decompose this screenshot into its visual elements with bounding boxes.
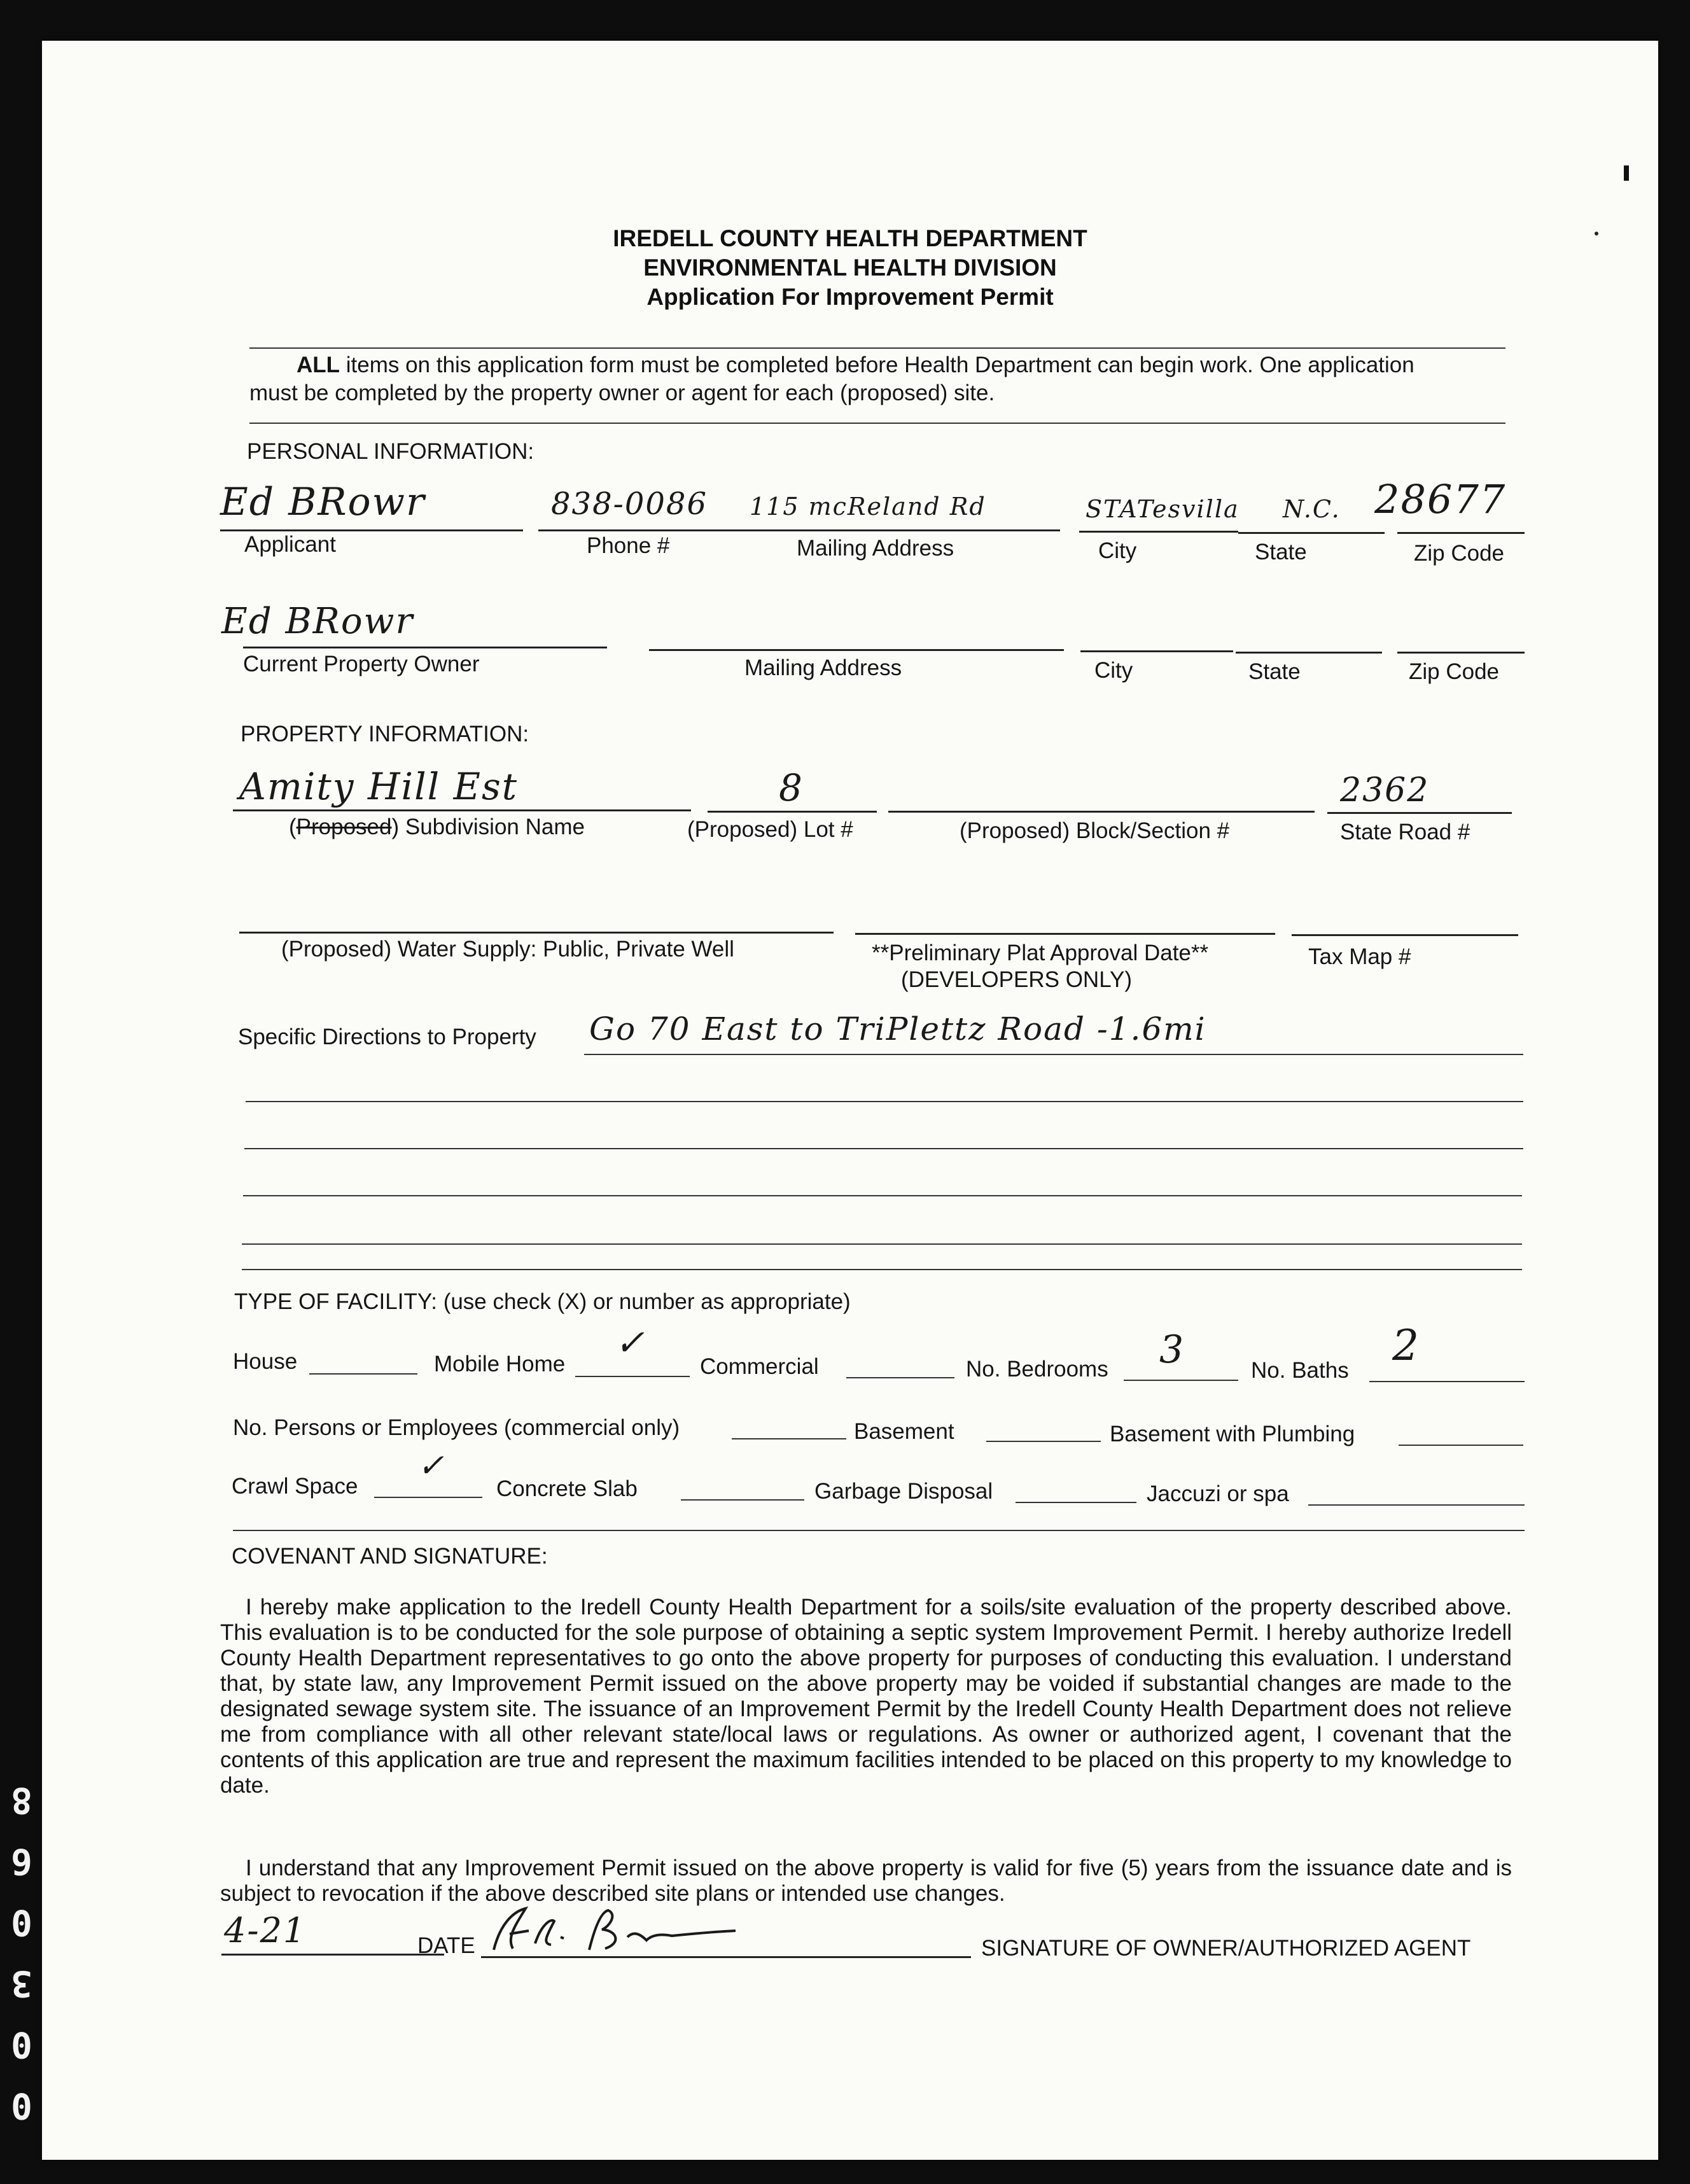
house-label: House — [233, 1349, 298, 1374]
directions-line-1 — [584, 1054, 1523, 1055]
water-line — [239, 932, 834, 934]
block-label: (Proposed) Block/Section # — [960, 818, 1230, 843]
divider — [249, 423, 1505, 424]
form-title: Application For Improvement Permit — [646, 284, 1054, 310]
subdivision-line — [233, 809, 691, 811]
owner-mailing-line — [649, 649, 1064, 651]
concrete-slab-label: Concrete Slab — [496, 1476, 638, 1501]
signature-line — [481, 1956, 971, 1958]
owner-zip-line — [1397, 652, 1525, 654]
persons-label: No. Persons or Employees (commercial only) — [233, 1415, 680, 1440]
zip-line — [1397, 532, 1525, 534]
state-road-value: 2362 — [1340, 771, 1430, 809]
owner-signature — [481, 1899, 863, 1963]
road-label: State Road # — [1340, 820, 1470, 844]
application-form-page — [42, 41, 1658, 2160]
property-info-heading: PROPERTY INFORMATION: — [241, 722, 529, 746]
subdivision-label: (Proposed) Subdivision Name — [289, 815, 585, 839]
edge-document-number: 003068 — [11, 1779, 32, 2126]
applicant-value: Ed BRowr — [220, 480, 426, 524]
jacuzzi-label: Jaccuzi or spa — [1147, 1481, 1289, 1506]
city-value: STATesvilla — [1086, 495, 1240, 523]
directions-label: Specific Directions to Property — [238, 1025, 536, 1049]
crawl-space-label: Crawl Space — [232, 1474, 358, 1499]
directions-line-3 — [244, 1148, 1523, 1149]
applicant-label: Applicant — [244, 532, 336, 557]
lot-line — [708, 811, 877, 813]
date-line — [221, 1954, 444, 1956]
phone-label: Phone # — [587, 533, 670, 558]
owner-state-line — [1236, 652, 1382, 654]
garbage-disposal-line — [1016, 1502, 1136, 1503]
department-title: IREDELL COUNTY HEALTH DEPARTMENT — [613, 225, 1087, 251]
baths-value: 2 — [1392, 1321, 1420, 1370]
state-value: N.C. — [1283, 495, 1341, 523]
garbage-disposal-label: Garbage Disposal — [814, 1479, 993, 1504]
mailing-label: Mailing Address — [797, 536, 954, 561]
basement-plumbing-label: Basement with Plumbing — [1110, 1422, 1355, 1446]
city-line — [1079, 531, 1238, 533]
intro-line-2: must be completed by the property owner or agent for each (proposed) site. — [249, 381, 995, 405]
divider — [249, 347, 1505, 349]
bedrooms-line — [1124, 1380, 1238, 1381]
covenant-paragraph-2: I understand that any Improvement Permit issued on the above property is valid for five (5) years from the issuance date and is subject to revocation if the above described site plans or intended use changes. — [220, 1856, 1512, 1906]
covenant-heading: COVENANT AND SIGNATURE: — [232, 1544, 548, 1569]
city-label: City — [1098, 538, 1137, 563]
section-divider — [233, 1530, 1525, 1531]
road-line — [1327, 812, 1512, 814]
crawl-space-line — [374, 1497, 482, 1498]
owner-value: Ed BRowr — [221, 601, 414, 642]
lot-value: 8 — [779, 766, 804, 809]
block-line — [888, 811, 1315, 813]
directions-line-4 — [243, 1195, 1522, 1196]
bedrooms-label: No. Bedrooms — [966, 1357, 1108, 1382]
crawl-space-value: ✓ — [417, 1447, 445, 1484]
personal-info-heading: PERSONAL INFORMATION: — [247, 439, 534, 464]
scan-speck — [1624, 165, 1629, 181]
directions-line-5 — [242, 1243, 1522, 1245]
plat-line — [855, 933, 1275, 935]
baths-label: No. Baths — [1251, 1358, 1349, 1383]
zip-label: Zip Code — [1414, 541, 1505, 566]
owner-zip-label: Zip Code — [1409, 659, 1500, 684]
developers-only-label: (DEVELOPERS ONLY) — [901, 967, 1133, 992]
house-line — [309, 1373, 417, 1375]
plat-label: **Preliminary Plat Approval Date** — [872, 941, 1209, 965]
owner-line — [243, 647, 607, 648]
section-divider — [242, 1269, 1522, 1270]
mobile-home-label: Mobile Home — [434, 1352, 566, 1376]
signature-label: SIGNATURE OF OWNER/AUTHORIZED AGENT — [981, 1936, 1471, 1961]
mailing-address-value: 115 mcReland Rd — [750, 493, 986, 521]
taxmap-label: Tax Map # — [1308, 944, 1411, 969]
division-title: ENVIRONMENTAL HEALTH DIVISION — [643, 255, 1057, 281]
state-line — [1238, 532, 1385, 534]
intro-line-1: ALL items on this application form must be completed before Health Department can begin work. One application — [297, 353, 1414, 377]
mailing-line — [742, 529, 1060, 531]
baths-line — [1369, 1381, 1525, 1382]
taxmap-line — [1292, 934, 1518, 936]
mobile-home-value: ✓ — [615, 1322, 646, 1364]
basement-plumbing-line — [1399, 1445, 1523, 1446]
owner-city-line — [1080, 650, 1233, 652]
owner-mailing-label: Mailing Address — [744, 655, 902, 680]
concrete-slab-line — [681, 1499, 804, 1501]
state-label: State — [1255, 540, 1307, 564]
directions-line-2 — [246, 1101, 1523, 1102]
facility-heading: TYPE OF FACILITY: (use check (X) or number as appropriate) — [234, 1289, 851, 1314]
water-supply-label: (Proposed) Water Supply: Public, Private Well — [281, 937, 734, 962]
lot-label: (Proposed) Lot # — [687, 817, 853, 842]
zip-value: 28677 — [1374, 476, 1507, 522]
bedrooms-value: 3 — [1159, 1327, 1185, 1372]
commercial-line — [846, 1377, 954, 1378]
owner-state-label: State — [1248, 659, 1301, 684]
covenant-paragraph-1: I hereby make application to the Iredell County Health Department for a soils/site evaluation of the property described above. This evaluation is to be conducted for the sole purpose of obtaining a septic system Improvement Permit. I hereby authorize Iredell County Health Department representatives to go onto the above property for purposes of conducting this evaluation. I understand that, by state law, any Improvement Permit issued on the above property may be voided if substantial changes are made to the designated sewage system site. The issuance of an Improvement Permit by the Iredell County Health Department does not relieve me from compliance with all other relevant state/local laws or regulations. As owner or authorized agent, I covenant that the contents of this application are true and represent the maximum facilities intended to be placed on this property to my knowledge to date. — [220, 1595, 1512, 1798]
persons-line — [732, 1438, 846, 1439]
date-label: DATE — [417, 1933, 475, 1958]
phone-value: 838-0086 — [551, 486, 708, 522]
owner-city-label: City — [1094, 658, 1133, 683]
commercial-label: Commercial — [700, 1354, 819, 1379]
subdivision-value: Amity Hill Est — [239, 765, 519, 808]
mobile-home-line — [575, 1376, 690, 1377]
jacuzzi-line — [1308, 1504, 1525, 1506]
basement-line — [986, 1441, 1101, 1442]
basement-label: Basement — [854, 1419, 954, 1444]
date-value: 4-21 — [224, 1910, 307, 1950]
owner-label: Current Property Owner — [243, 652, 480, 676]
applicant-line — [220, 529, 523, 531]
directions-value: Go 70 East to TriPlettz Road -1.6mi — [589, 1011, 1206, 1047]
scan-speck — [1595, 232, 1598, 235]
